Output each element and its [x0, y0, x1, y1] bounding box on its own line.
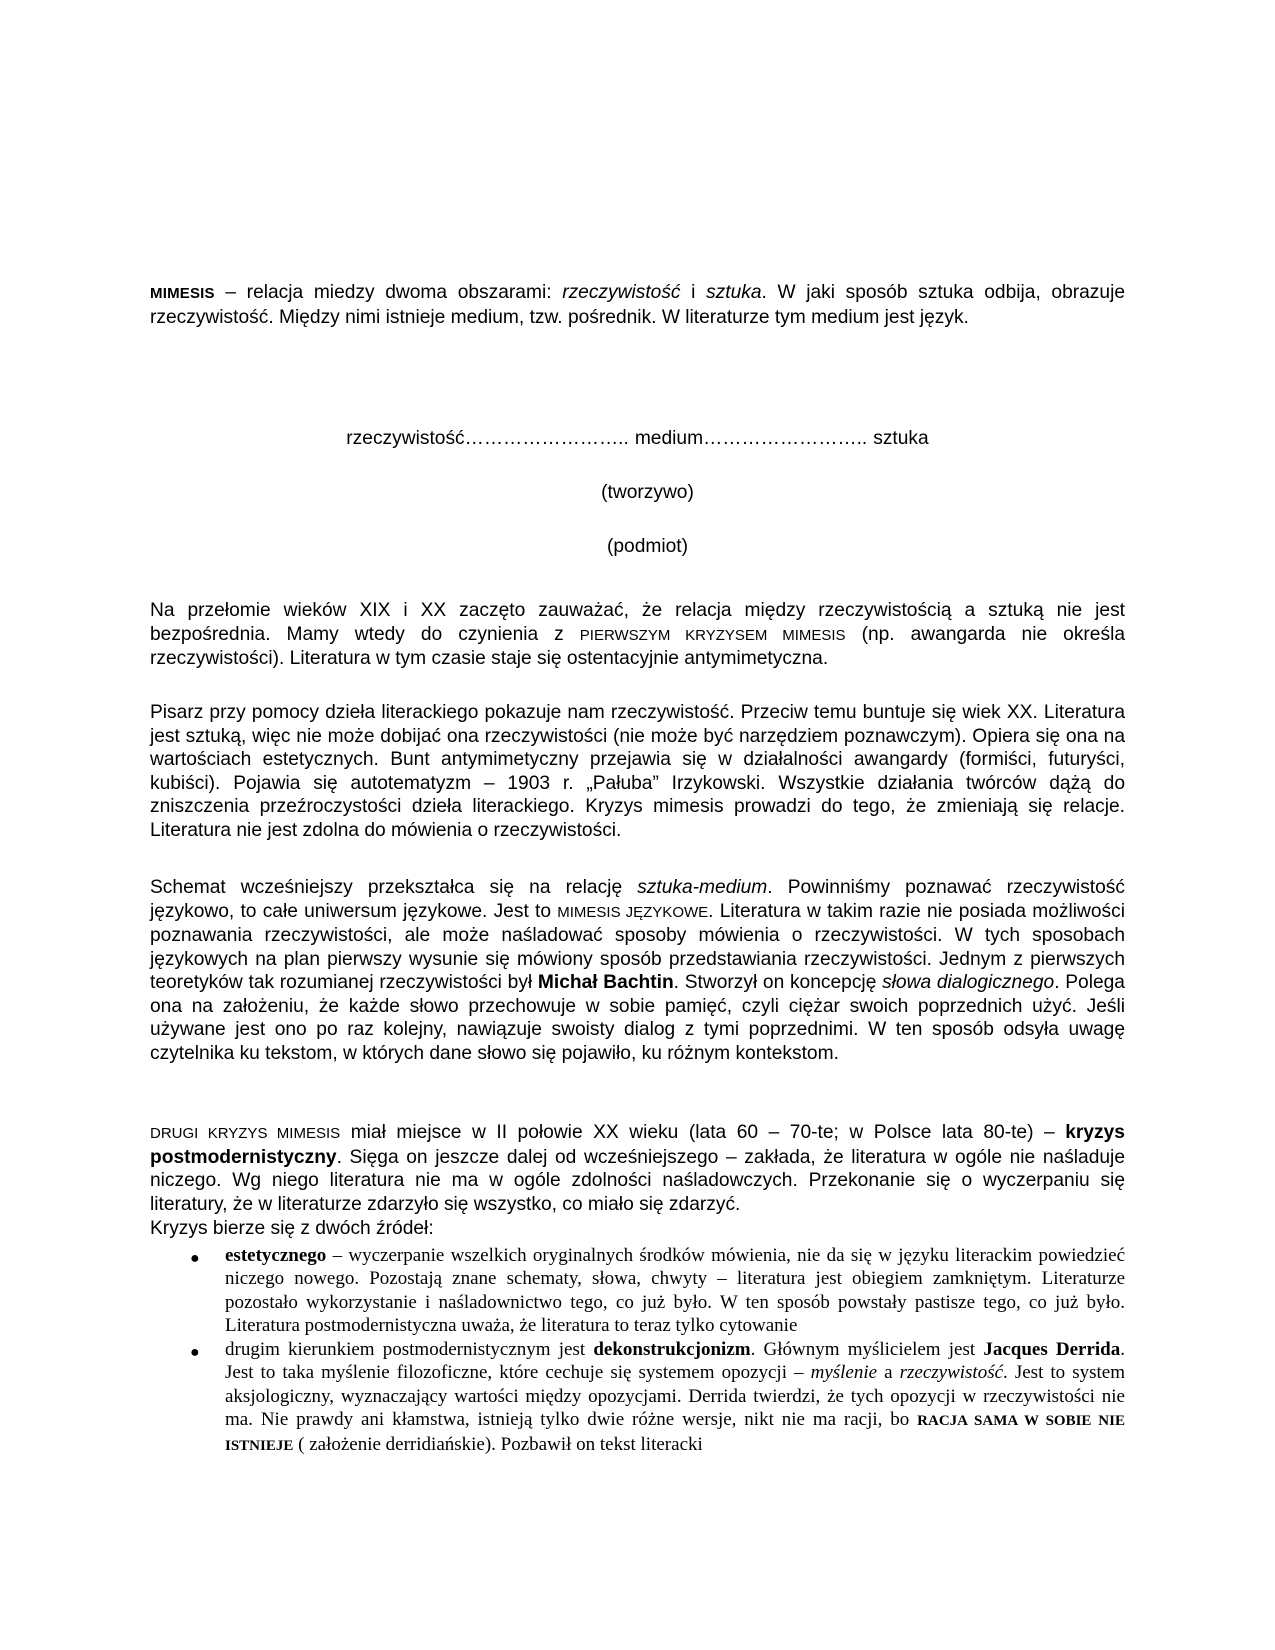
diagram-sub-tworzywo: (tworzywo)	[601, 482, 694, 503]
text-span: . Głównym myślicielem jest	[750, 1339, 984, 1361]
small-caps-term: MIMESIS JĘZYKOWE	[557, 903, 709, 921]
bold-term: estetycznego	[225, 1245, 327, 1266]
text-span: . Jest to system aksjologiczny, wyznaczający wartości między opozycjami. Derrida twierdzi, że tych opozycji w rzeczywistości nie ma. Nie prawdy ani kłamstwa, istnieją tylko dwie różne wersje, nikt nie ma racji, bo	[225, 1362, 1125, 1431]
text-span: – wyczerpanie wszelkich oryginalnych środków mówienia, nie da się w języku literackim powiedzieć niczego nowego. Pozostają znane schematy, słowa, chwyty – literatura jest obiegiem zamkniętym. Literaturze pozostało wykorzystanie i naśladownictwo tego, co już było. W ten sposób powstały pastisze tego, co już było. Literatura postmodernistyczna uważa, że literatura to teraz tylko cytowanie	[225, 1245, 1125, 1336]
sources-intro: Kryzys bierze się z dwóch źródeł:	[150, 1218, 434, 1239]
paragraph-language-mimesis	[150, 876, 1125, 1065]
bold-term: kryzys postmodernistyczny	[150, 1122, 1125, 1168]
diagram-dots: ……………………..	[464, 428, 629, 449]
text-span: . Polega ona na założeniu, że każde słowo przechowuje w sobie pamięć, czyli ciężar swoich poprzednich użyć. Jeśli używane jest ono po raz kolejny, nawiązuje swoisty dialog z tymi poprzednimi. W ten sposób odsyła uwagę czytelnika ku tekstom, w których dane słowo się pojawiło, ku różnym kontekstom.	[150, 972, 1125, 1064]
text-span: ( założenie derridiańskie). Pozbawił on tekst literacki	[293, 1434, 703, 1456]
diagram-sub-podmiot: (podmiot)	[606, 536, 689, 557]
text-span: – relacja miedzy dwoma obszarami:	[214, 282, 563, 303]
text-span: . Jest to taka myślenie filozoficzne, które cechuje się systemem opozycji –	[225, 1339, 1125, 1384]
diagram-left: rzeczywistość	[346, 428, 465, 449]
mimesis-diagram	[150, 428, 1125, 450]
text-span: . W jaki sposób sztuka odbija, obrazuje rzeczywistość. Między nimi istnieje medium, tzw. pośrednik. W literaturze tym medium jest język.	[150, 282, 1125, 328]
italic-term: rzeczywistość	[562, 282, 681, 303]
italic-term: rzeczywistość	[899, 1362, 1004, 1384]
paragraph-second-crisis	[150, 1121, 1125, 1216]
small-caps-term: PIERWSZYM KRYZYSEM MIMESIS	[579, 626, 846, 644]
text-span: . Stworzył on koncepcję	[673, 972, 883, 993]
italic-term: myślenie	[810, 1362, 878, 1384]
bold-name: Michał Bachtin	[537, 972, 674, 993]
paragraph-first-crisis	[150, 599, 1125, 671]
paragraph-antymimetic: Pisarz przy pomocy dzieła literackiego pokazuje nam rzeczywistość. Przeciw temu buntuje się wiek XX. Literatura jest sztuką, więc nie może dobijać ona rzeczywistości (nie może być narzędziem poznawczym). Opiera się ona na wartościach estetycznych. Bunt antymimetyczny przejawia się w działalności awangardy (formiści, futuryści, kubiści). Pojawia się autotematyzm – 1903 r. „Pałuba” Irzykowski. Wszystkie działania twórców dążą do zniszczenia przeźroczystości dzieła literackiego. Kryzys mimesis prowadzi do tego, że zmieniają się relacje. Literatura nie jest zdolna do mówienia o rzeczywistości.	[150, 702, 1125, 841]
text-span: drugim kierunkiem postmodernistycznym jest	[225, 1339, 594, 1361]
text-span: . Literatura w takim razie nie posiada możliwości poznawania rzeczywistości, ale może naśladować sposoby mówienia o rzeczywistości. W tych sposobach językowych na plan pierwszy wysunie się mówiony sposób przedstawiania rzeczywistości. Jednym z pierwszych teoretyków tak rozumianej rzeczywistości był	[150, 900, 1125, 993]
text-span: a	[877, 1362, 900, 1384]
diagram-middle: medium	[634, 428, 704, 449]
sources-list	[150, 1244, 1125, 1460]
small-caps-term: DRUGI KRYZYS MIMESIS	[150, 1125, 341, 1142]
text-span: Schemat wcześniejszy przekształca się na relację	[150, 877, 638, 898]
caps-phrase: RACJA SAMA W SOBIE NIE ISTNIEJE	[225, 1413, 1125, 1455]
italic-term: sztuka-medium	[637, 877, 768, 898]
text-span: miał miejsce w II połowie XX wieku (lata 60 – 70-te; w Polsce lata 80-te) –	[340, 1122, 1066, 1143]
text-span: Na przełomie wieków XIX i XX zaczęto zauważać, że relacja między rzeczywistością a sztuką nie jest bezpośrednia. Mamy wtedy do czynienia z	[150, 600, 1125, 645]
bullet-icon: ●	[190, 1250, 200, 1267]
text-span: . Powinniśmy poznawać rzeczywistość językowo, to całe uniwersum językowe. Jest to	[150, 877, 1125, 922]
bullet-icon: ●	[190, 1344, 200, 1362]
list-item	[150, 1244, 1125, 1337]
bold-term: dekonstrukcjonizm	[593, 1339, 751, 1361]
text-span: i	[680, 282, 707, 303]
list-item	[150, 1338, 1125, 1458]
italic-term: sztuka	[706, 282, 762, 303]
italic-term: słowa dialogicznego	[882, 972, 1055, 993]
diagram-right: sztuka	[873, 428, 929, 449]
diagram-row	[150, 428, 1125, 450]
term-mimesis: MIMESIS	[150, 285, 215, 302]
text-span: . Sięga on jeszcze dalej od wcześniejszego – zakłada, że literatura w ogóle nie naśladuje niczego. Wg niego literatura nie ma w ogóle zdolności naśladowczych. Przekonanie się o wyczerpaniu się literatury, że w literaturze zdarzyło się wszystko, co miało się zdarzyć.	[150, 1146, 1125, 1215]
definition-paragraph	[150, 281, 1125, 329]
diagram-dots: ……………………..	[703, 428, 868, 449]
bold-name: Jacques Derrida	[983, 1339, 1121, 1361]
text-span: (np. awangarda nie określa rzeczywistości). Literatura w tym czasie staje się ostentacyjnie antymimetyczna.	[150, 623, 1126, 669]
